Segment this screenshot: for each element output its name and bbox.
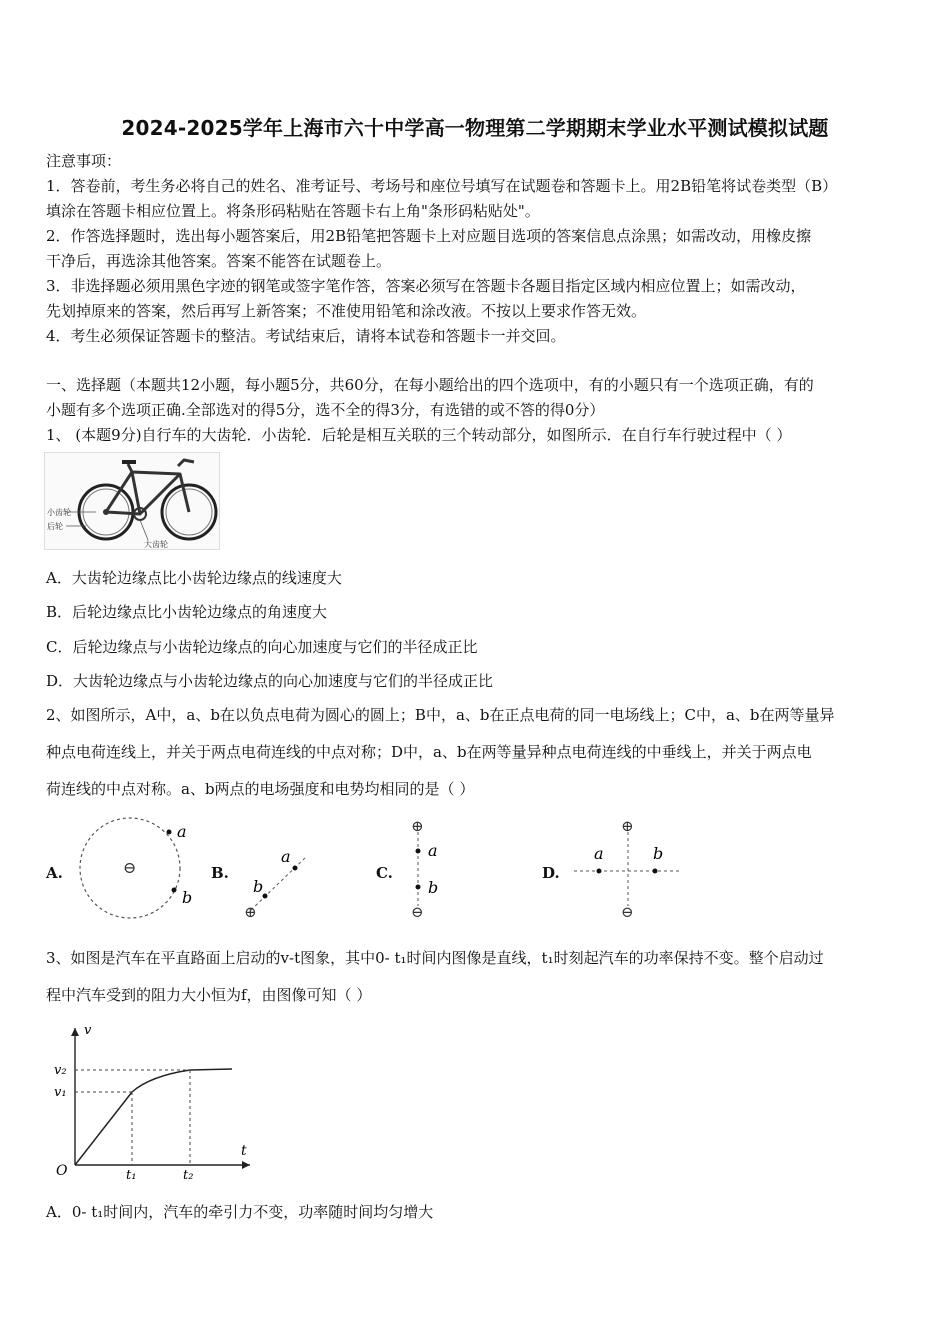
q2c-label-a: a (428, 841, 438, 860)
q2d-label-a: a (594, 844, 604, 863)
vt-origin-label: O (56, 1163, 68, 1179)
notice-line-2: 填涂在答题卡相应位置上。将条形码粘贴在答题卡右上角"条形码粘贴处"。 (46, 202, 540, 220)
q2d-label-b: b (653, 844, 664, 863)
notice-heading: 注意事项： (46, 152, 122, 170)
q2a-point-b (172, 888, 177, 893)
q2-stem-line-1: 2、如图所示，A中，a、b在以负点电荷为圆心的圆上；B中，a、b在正点电荷的同一电场线上；C中，a、b在两等量异 (46, 706, 835, 724)
vt-axis-label-v: v (84, 1023, 92, 1038)
label-big-gear: 大齿轮 (144, 540, 168, 549)
q2-label-a: A. (46, 864, 63, 882)
vt-label-t2: t₂ (183, 1168, 194, 1180)
q2d-negative-charge: ⊖ (621, 903, 634, 921)
vt-label-t1: t₁ (126, 1168, 137, 1180)
q2b-label-b: b (253, 877, 264, 896)
notice-line-1: 1．答卷前，考生务必将自己的姓名、准考证号、考场号和座位号填写在试题卷和答题卡上。用2B铅笔将试卷类型（B） (46, 177, 838, 195)
q2-stem-line-2: 种点电荷连线上，并关于两点电荷连线的中点对称；D中，a、b在两等量异种点电荷连线的中垂线上，并关于两点电 (46, 743, 812, 761)
q2-figure-b (235, 840, 315, 924)
q2c-positive-charge: ⊕ (411, 817, 424, 835)
q2b-point-b (263, 894, 268, 899)
q2c-negative-charge: ⊖ (411, 903, 424, 921)
q3-option-a: A．0- t₁时间内，汽车的牵引力不变，功率随时间均匀增大 (46, 1203, 434, 1221)
q3-stem-line-2: 程中汽车受到的阻力大小恒为f，由图像可知（ ） (46, 986, 372, 1004)
vt-curve (75, 1069, 232, 1165)
vt-label-v1: v₁ (54, 1085, 67, 1100)
q1-stem: 1、 (本题9分)自行车的大齿轮．小齿轮．后轮是相互关联的三个转动部分，如图所示．在自行车行驶过程中（ ） (46, 426, 792, 444)
q3-stem-line-1: 3、如图是汽车在平直路面上启动的v-t图象，其中0- t₁时间内图像是直线，t₁时刻起汽车的功率保持不变。整个启动过 (46, 949, 824, 967)
q2d-positive-charge: ⊕ (621, 817, 634, 835)
q2-label-b: B. (211, 864, 229, 882)
notice-line-3: 2．作答选择题时，选出每小题答案后，用2B铅笔把答题卡上对应题目选项的答案信息点涂黑；如需改动，用橡皮擦 (46, 227, 812, 245)
label-rear-wheel: 后轮 (47, 522, 63, 531)
q2c-point-a (416, 849, 421, 854)
q2a-point-a (167, 830, 172, 835)
vt-graph (50, 1020, 260, 1180)
q2b-positive-charge: ⊕ (244, 903, 257, 921)
notice-line-5: 3．非选择题必须用黑色字迹的钢笔或签字笔作答，答案必须写在答题卡各题目指定区域内相应位置上；如需改动， (46, 277, 806, 295)
label-small-gear: 小齿轮 (47, 508, 71, 517)
vt-axis-label-t: t (241, 1143, 247, 1159)
q2-figure-d (568, 814, 688, 924)
q1-option-a: A．大齿轮边缘点比小齿轮边缘点的线速度大 (46, 569, 342, 587)
q2b-label-a: a (281, 847, 291, 866)
vt-time-axis-arrow (242, 1161, 250, 1169)
q2d-point-b (653, 869, 658, 874)
q1-option-c: C．后轮边缘点与小齿轮边缘点的向心加速度与它们的半径成正比 (46, 638, 478, 656)
section-heading-line-2: 小题有多个选项正确.全部选对的得5分，选不全的得3分，有选错的或不答的得0分） (46, 401, 605, 419)
page-title: 2024-2025学年上海市六十中学高一物理第二学期期末学业水平测试模拟试题 (121, 116, 829, 140)
section-heading-line-1: 一、选择题（本题共12小题，每小题5分，共60分，在每小题给出的四个选项中，有的小题只有一个选项正确，有的 (46, 376, 814, 394)
q2d-point-a (597, 869, 602, 874)
q2b-point-a (293, 866, 298, 871)
q2a-label-a: a (177, 822, 187, 841)
bicycle-small-gear (103, 509, 109, 515)
q2-figure-c (402, 814, 462, 924)
q2a-negative-charge: ⊖ (123, 858, 137, 877)
bicycle-figure (44, 452, 220, 550)
q2a-label-b: b (182, 888, 193, 907)
q2c-label-b: b (428, 878, 439, 897)
q2-label-d: D. (542, 864, 560, 882)
q1-option-b: B．后轮边缘点比小齿轮边缘点的角速度大 (46, 603, 328, 621)
q2c-point-b (416, 885, 421, 890)
q2-stem-line-3: 荷连线的中点对称。a、b两点的电场强度和电势均相同的是（ ） (46, 780, 475, 798)
vt-velocity-axis-arrow (71, 1028, 79, 1036)
q1-option-d: D．大齿轮边缘点与小齿轮边缘点的向心加速度与它们的半径成正比 (46, 672, 494, 690)
vt-label-v2: v₂ (54, 1063, 67, 1078)
q2-label-c: C. (376, 864, 393, 882)
q2-figure-a (70, 810, 200, 930)
notice-line-6: 先划掉原来的答案，然后再写上新答案；不准使用铅笔和涂改液。不按以上要求作答无效。 (46, 302, 647, 320)
notice-line-4: 干净后，再选涂其他答案。答案不能答在试题卷上。 (46, 252, 392, 270)
notice-line-7: 4．考生必须保证答题卡的整洁。考试结束后，请将本试卷和答题卡一并交回。 (46, 327, 566, 345)
